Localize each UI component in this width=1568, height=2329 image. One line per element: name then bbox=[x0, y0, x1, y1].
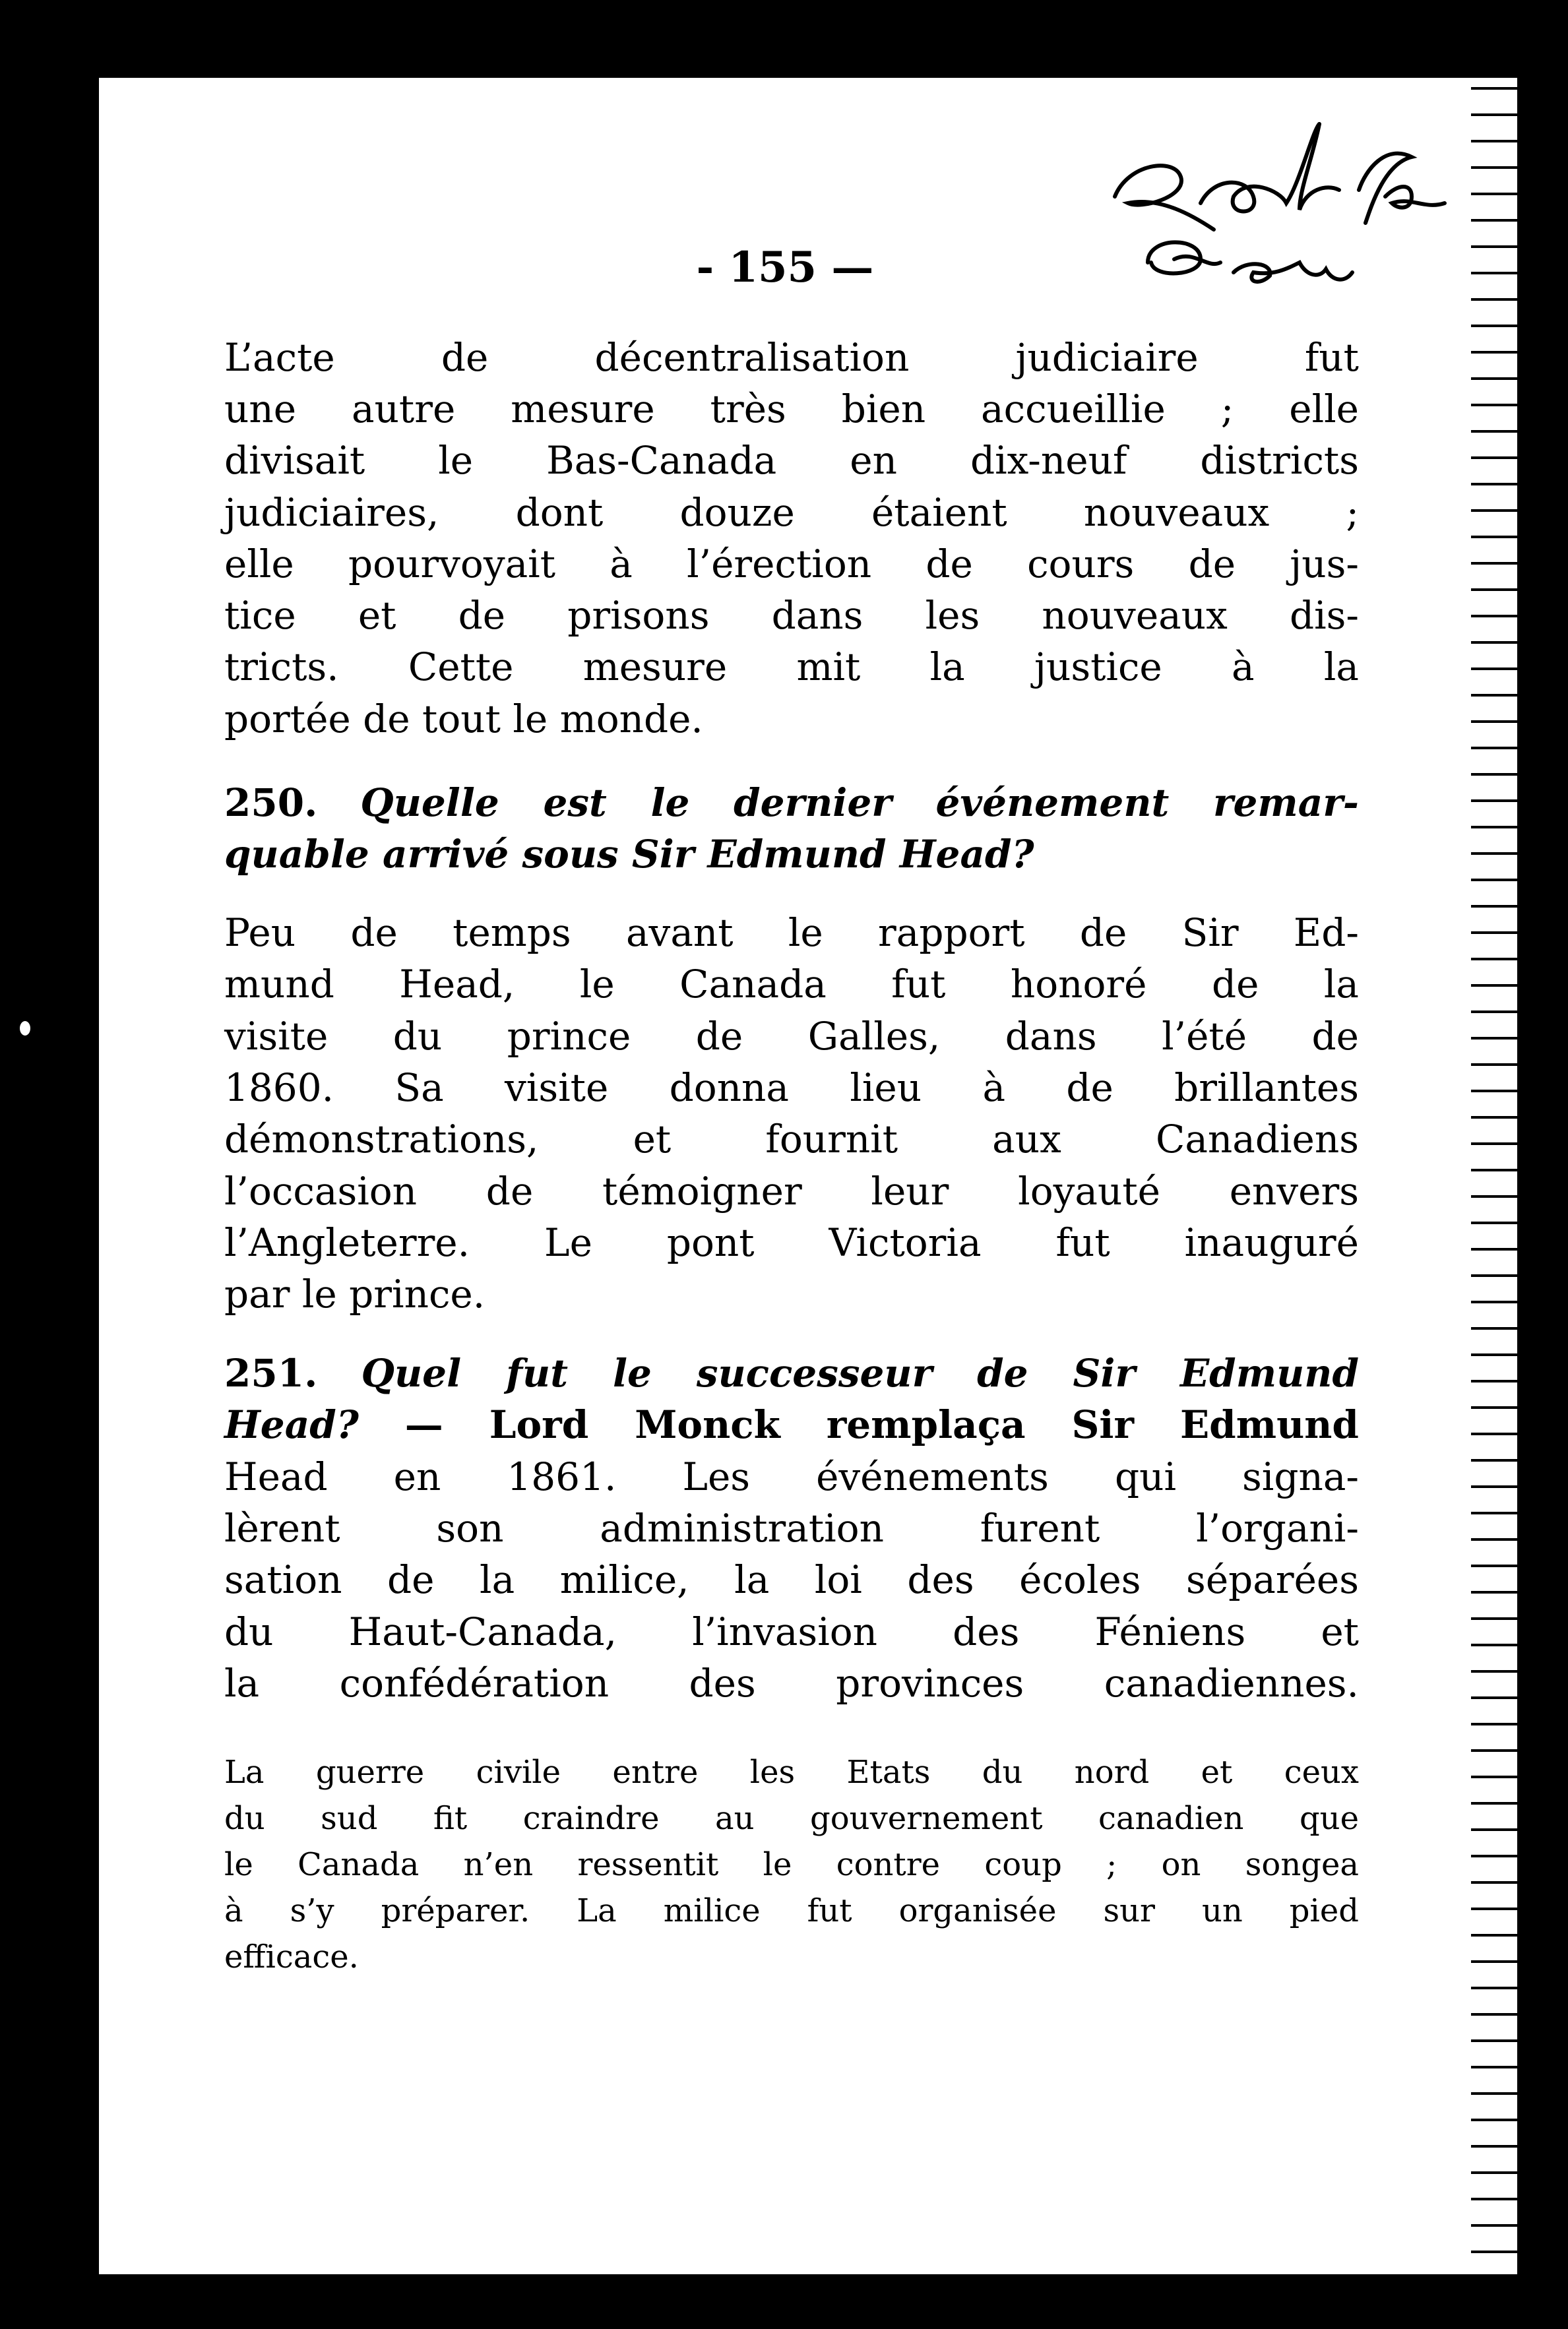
text-line: du Haut-Canada, l’invasion des Féniens et bbox=[224, 1609, 1359, 1654]
text-line: portée de tout le monde. bbox=[224, 697, 703, 741]
text-line: l’Angleterre. Le pont Victoria fut inauguré bbox=[224, 1220, 1359, 1265]
text-line: 1860. Sa visite donna lieu à de brillantes bbox=[224, 1065, 1359, 1110]
question-text: Quel fut le successeur de Sir Edmund bbox=[361, 1351, 1360, 1396]
text-line: Peu de temps avant le rapport de Sir Ed- bbox=[224, 910, 1359, 955]
question-text: quable arrivé sous Sir Edmund Head? bbox=[224, 832, 1034, 877]
text-line: mund Head, le Canada fut honoré de la bbox=[224, 962, 1359, 1007]
footnote-line: efficace. bbox=[224, 1939, 359, 1975]
answer-text: — Lord Monck remplaça Sir Edmund bbox=[358, 1402, 1359, 1447]
page-number: - 155 — bbox=[696, 243, 874, 292]
question-text: Quelle est le dernier événement remar- bbox=[360, 780, 1360, 825]
book-page bbox=[99, 78, 1471, 2274]
footnote-line: du sud fit craindre au gouvernement canadien que bbox=[224, 1800, 1359, 1837]
text-line: judiciaires, dont douze étaient nouveaux ; bbox=[224, 490, 1359, 535]
text-line: visite du prince de Galles, dans l’été de bbox=[224, 1014, 1359, 1059]
text-line: L’acte de décentralisation judiciaire fut bbox=[224, 335, 1359, 380]
text-line: Head en 1861. Les événements qui signa- bbox=[224, 1454, 1359, 1499]
text-line: divisait le Bas-Canada en dix-neuf districts bbox=[224, 438, 1359, 483]
margin-mark bbox=[20, 1021, 30, 1036]
question-number: 251. bbox=[224, 1351, 318, 1396]
page-edge bbox=[1471, 78, 1517, 2274]
question-text: Head? bbox=[224, 1402, 359, 1447]
text-line: la confédération des provinces canadiennes. bbox=[224, 1661, 1359, 1706]
text-line: démonstrations, et fournit aux Canadiens bbox=[224, 1117, 1359, 1162]
text-line: lèrent son administration furent l’organi- bbox=[224, 1506, 1359, 1551]
footnote-line: à s’y préparer. La milice fut organisée sur un pied bbox=[224, 1892, 1359, 1929]
text-line: tice et de prisons dans les nouveaux dis- bbox=[224, 593, 1359, 638]
footnote-line: le Canada n’en ressentit le contre coup ; on songea bbox=[224, 1846, 1359, 1883]
text-line: elle pourvoyait à l’érection de cours de jus- bbox=[224, 542, 1359, 586]
text-line: l’occasion de témoigner leur loyauté envers bbox=[224, 1169, 1359, 1214]
text-line: sation de la milice, la loi des écoles séparées bbox=[224, 1557, 1359, 1602]
question-number: 250. bbox=[224, 780, 318, 825]
text-line: une autre mesure très bien accueillie ; elle bbox=[224, 387, 1359, 431]
footnote-line: La guerre civile entre les Etats du nord et ceux bbox=[224, 1754, 1359, 1791]
text-line: tricts. Cette mesure mit la justice à la bbox=[224, 644, 1359, 689]
text-line: par le prince. bbox=[224, 1272, 486, 1317]
